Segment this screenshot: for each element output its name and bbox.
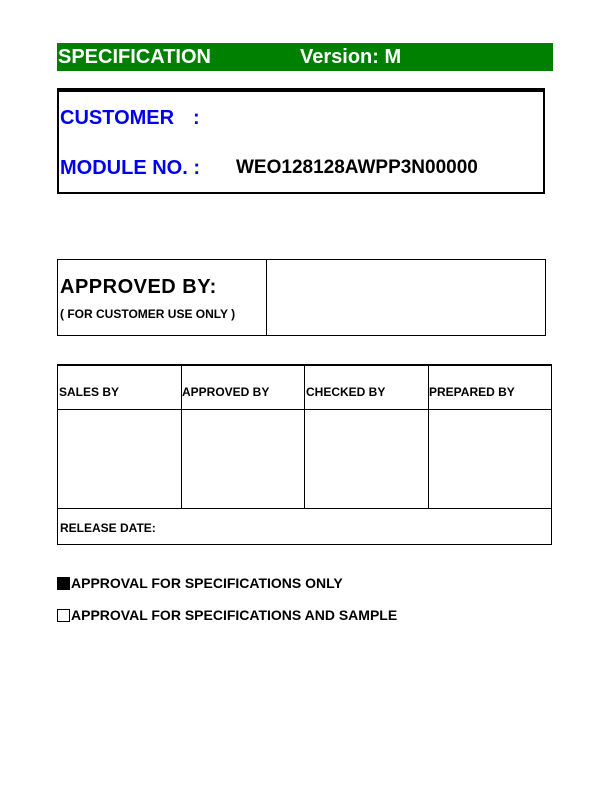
option-specifications-only[interactable] — [57, 574, 343, 592]
approved-by-subtitle: ( FOR CUSTOMER USE ONLY ) — [60, 307, 236, 321]
option-label-specifications-only: APPROVAL FOR SPECIFICATIONS ONLY — [71, 575, 343, 591]
module-label: MODULE NO. : — [60, 157, 200, 179]
column-header-approved-by: APPROVED BY — [182, 385, 270, 399]
checked-signature-cell[interactable] — [305, 410, 428, 508]
approved-by-divider — [266, 260, 267, 335]
column-header-sales-by: SALES BY — [59, 385, 120, 399]
column-header-prepared-by: PREPARED BY — [429, 385, 515, 399]
spec-version: Version: M — [300, 46, 402, 68]
spec-header-bar — [57, 43, 553, 71]
signoff-table — [57, 364, 552, 545]
customer-label: CUSTOMER — [60, 107, 175, 129]
prepared-signature-cell[interactable] — [429, 410, 551, 508]
customer-colon: : — [193, 107, 200, 129]
checkbox-checked[interactable] — [57, 577, 70, 590]
checkbox-unchecked[interactable] — [57, 609, 70, 622]
option-label-specifications-and-sample: APPROVAL FOR SPECIFICATIONS AND SAMPLE — [71, 607, 398, 623]
sales-signature-cell[interactable] — [58, 410, 181, 508]
approved-signature-cell[interactable] — [182, 410, 304, 508]
release-date-label: RELEASE DATE: — [60, 521, 156, 535]
module-number: WEO128128AWPP3N00000 — [236, 157, 478, 178]
column-header-checked-by: CHECKED BY — [306, 385, 386, 399]
option-specifications-and-sample[interactable] — [57, 606, 397, 624]
signature-row-divider — [58, 508, 551, 509]
approved-by-box — [57, 259, 546, 336]
spec-title: SPECIFICATION — [58, 46, 211, 68]
customer-signature-area[interactable] — [268, 260, 545, 335]
approved-by-title: APPROVED BY: — [60, 276, 217, 298]
customer-module-box — [57, 88, 545, 194]
